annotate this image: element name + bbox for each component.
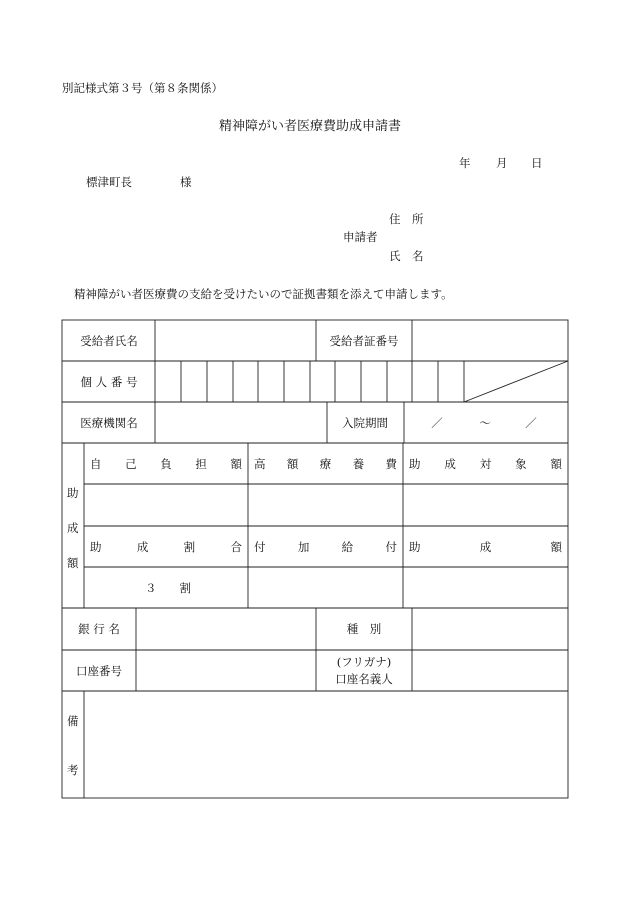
subsidy-target-header <box>409 457 562 471</box>
account-type-label: 種 別 <box>346 622 382 636</box>
remarks-char-2: 考 <box>67 763 79 777</box>
self-pay-char: 負 <box>160 457 172 471</box>
date-slash-1: ／ <box>431 416 443 430</box>
subsidy-rate-char: 成 <box>136 540 149 554</box>
subsidy-target-char: 額 <box>550 457 562 471</box>
additional-benefit-char: 付 <box>385 540 397 554</box>
high-cost-char: 養 <box>352 457 365 471</box>
honorific: 様 <box>180 175 192 189</box>
subsidy-amount-char: 助 <box>409 540 421 554</box>
self-pay-char: 担 <box>195 457 207 471</box>
subsidy-amount-header <box>409 540 562 554</box>
additional-benefit-header <box>254 540 397 554</box>
self-pay-header <box>90 457 242 471</box>
subsidy-char-3: 額 <box>67 556 79 570</box>
subsidy-target-char: 成 <box>444 457 456 471</box>
date-year: 年 <box>459 156 471 170</box>
subsidy-rate-char: 助 <box>90 540 102 554</box>
subsidy-char-2: 成 <box>67 521 79 535</box>
addressee: 標津町長 <box>86 175 132 189</box>
high-cost-char: 額 <box>286 457 299 471</box>
subsidy-target-char: 対 <box>479 457 492 471</box>
subsidy-target-char: 助 <box>409 457 421 471</box>
subsidy-rate-char: 合 <box>230 540 242 554</box>
date-month: 月 <box>496 156 508 170</box>
personal-number-label: 個 人 番 号 <box>80 375 138 389</box>
date-range-tilde: ～ <box>479 416 491 430</box>
form-id: 別記様式第３号（第８条関係） <box>62 81 223 95</box>
account-number-label: 口座番号 <box>76 664 122 678</box>
high-cost-char: 療 <box>319 457 332 471</box>
page-title: 精神障がい者医療費助成申請書 <box>219 119 402 134</box>
high-cost-char: 費 <box>385 457 397 471</box>
additional-benefit-char: 付 <box>254 540 266 554</box>
high-cost-header <box>254 457 397 471</box>
self-pay-char: 己 <box>125 457 137 471</box>
recipient-cert-number-label: 受給者証番号 <box>329 334 399 348</box>
name-label: 氏 名 <box>389 249 424 263</box>
subsidy-target-char: 象 <box>515 457 527 471</box>
subsidy-amount-char: 額 <box>550 540 562 554</box>
additional-benefit-char: 加 <box>297 540 310 554</box>
address-label: 住 所 <box>389 212 424 226</box>
high-cost-char: 高 <box>254 457 266 471</box>
applicant-label: 申請者 <box>343 230 378 244</box>
medical-institution-label: 医療機関名 <box>80 416 138 430</box>
subsidy-rate-char: 割 <box>183 540 196 554</box>
self-pay-char: 額 <box>230 457 242 471</box>
statement: 精神障がい者医療費の支給を受けたいので証拠書類を添えて申請します。 <box>74 287 453 301</box>
bank-name-label: 銀 行 名 <box>78 622 120 636</box>
admission-period-label: 入院期間 <box>342 416 388 430</box>
recipient-name-label: 受給者氏名 <box>80 334 138 348</box>
furigana-label: (フリガナ) <box>336 655 392 669</box>
account-holder-label: 口座名義人 <box>335 672 393 686</box>
date-day: 日 <box>531 156 543 170</box>
date-slash-2: ／ <box>525 416 537 430</box>
self-pay-char: 自 <box>90 457 102 471</box>
subsidy-char-1: 助 <box>67 486 79 500</box>
subsidy-rate-header <box>90 540 242 554</box>
subsidy-rate-value: ３ 割 <box>145 581 191 595</box>
subsidy-amount-char: 成 <box>479 540 492 554</box>
additional-benefit-char: 給 <box>341 540 354 554</box>
remarks-char-1: 備 <box>67 714 79 728</box>
